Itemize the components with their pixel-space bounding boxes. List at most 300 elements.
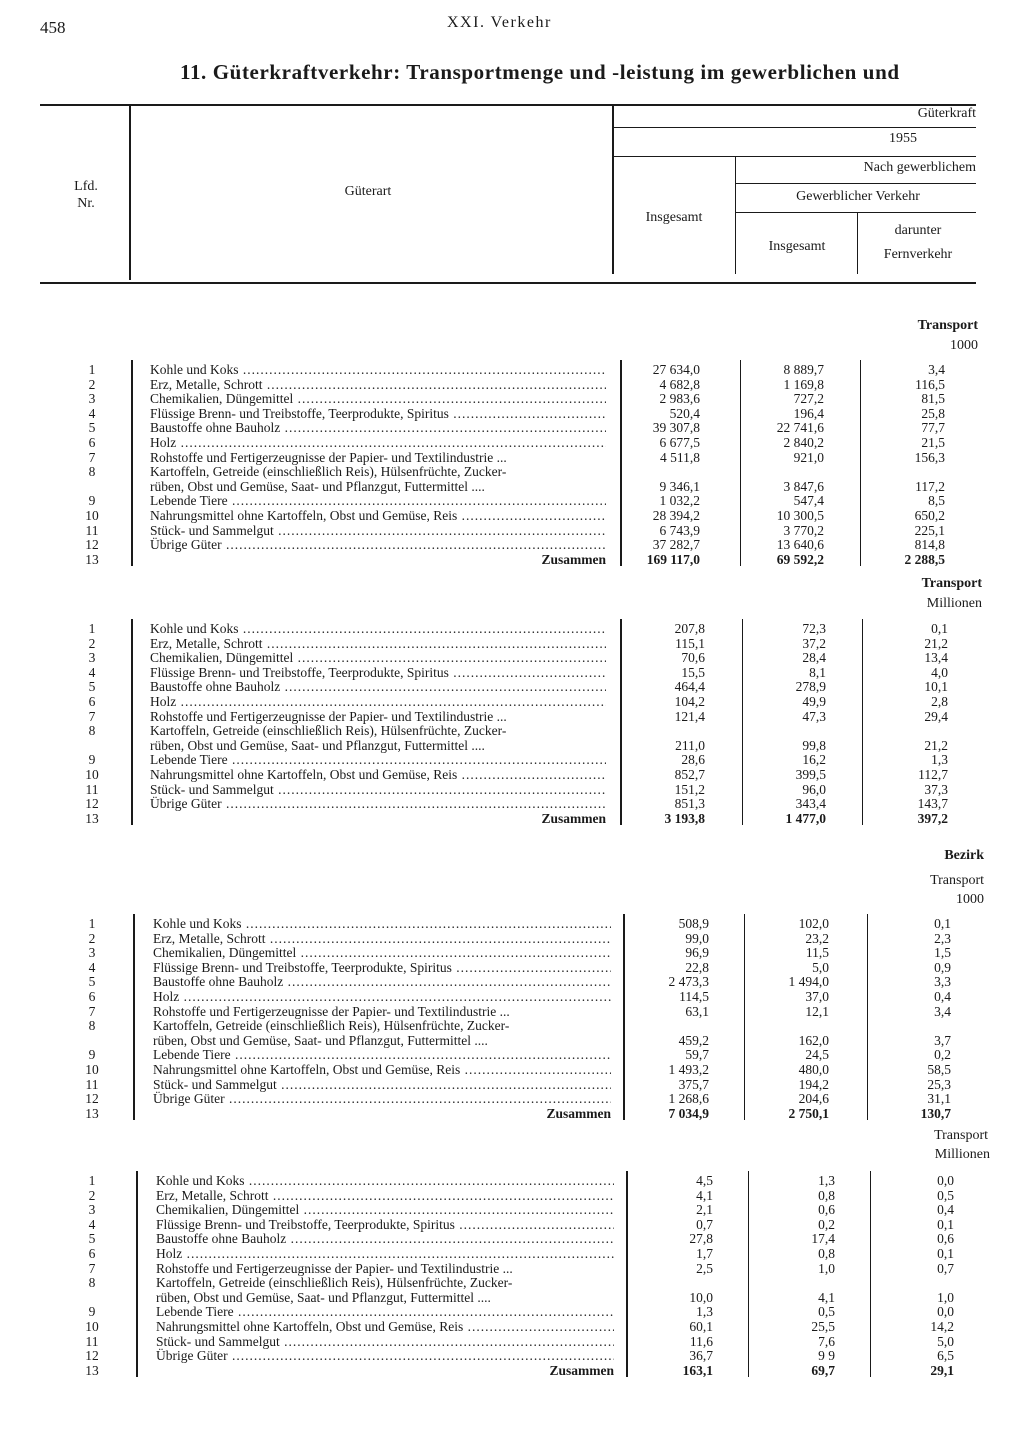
section-unit-line: Transport — [934, 1128, 988, 1143]
value-insgesamt: 114,5 — [679, 989, 709, 1004]
header-rule-gueterkraft — [614, 127, 976, 128]
row-number: 12 — [85, 796, 99, 812]
table-row — [0, 1077, 1024, 1092]
value-insgesamt: 163,1 — [682, 1362, 713, 1378]
value-insgesamt: 9 346,1 — [659, 478, 700, 494]
table-row — [0, 1261, 1024, 1276]
value-gewerblich-insgesamt: 8,1 — [809, 664, 826, 680]
value-gewerblich-insgesamt: 343,4 — [795, 796, 826, 812]
table-row — [0, 1004, 1024, 1019]
table-row — [0, 723, 1024, 738]
table-row — [0, 1334, 1024, 1349]
chapter-heading: XXI. Verkehr — [447, 14, 552, 31]
section-unit-line: Millionen — [934, 1147, 990, 1162]
row-label: Holz ..... — [153, 989, 611, 1004]
table-row — [0, 679, 1024, 694]
header-insgesamt: Insgesamt — [645, 210, 703, 225]
row-number: 5 — [88, 1231, 96, 1247]
row-label: Baustoffe ohne Bauholz ..... — [150, 420, 606, 435]
row-number: 11 — [85, 1333, 99, 1349]
value-gewerblich-insgesamt: 10 300,5 — [776, 508, 824, 523]
row-label: rüben, Obst und Gemüse, Saat- und Pflanzgut, Futtermittel .... — [150, 737, 485, 753]
value-insgesamt: 36,7 — [689, 1348, 713, 1364]
row-number: 1 — [88, 916, 96, 931]
value-insgesamt: 59,7 — [685, 1047, 709, 1063]
header-gewerblicher-verkehr: Gewerblicher Verkehr — [796, 189, 920, 204]
table-row — [0, 1246, 1024, 1261]
row-number: 3 — [88, 391, 96, 407]
value-fernverkehr: 0,5 — [937, 1187, 954, 1203]
row-number: 6 — [88, 435, 96, 450]
value-fernverkehr: 6,5 — [937, 1348, 954, 1364]
value-insgesamt: 1 268,6 — [668, 1091, 709, 1107]
value-insgesamt: 211,0 — [675, 737, 705, 753]
row-label: Stück- und Sammelgut ..... — [150, 523, 606, 538]
value-gewerblich-insgesamt: 0,8 — [818, 1187, 835, 1203]
header-bottom-rule — [40, 282, 976, 284]
row-label: Nahrungsmittel ohne Kartoffeln, Obst und Gemüse, Reis ..... — [153, 1062, 611, 1077]
table-row — [0, 537, 1024, 552]
value-gewerblich-insgesamt: 480,0 — [798, 1062, 829, 1077]
row-label: Lebende Tiere ..... — [156, 1304, 614, 1319]
table-row — [0, 694, 1024, 709]
row-number: 2 — [88, 376, 96, 392]
value-fernverkehr: 10,1 — [924, 679, 948, 695]
value-gewerblich-insgesamt: 17,4 — [811, 1231, 835, 1247]
row-number: 12 — [85, 1348, 99, 1364]
value-gewerblich-insgesamt: 727,2 — [793, 391, 824, 407]
row-number: 12 — [85, 1091, 99, 1107]
value-gewerblich-insgesamt: 0,2 — [818, 1216, 835, 1232]
row-label: Flüssige Brenn- und Treibstoffe, Teerprodukte, Spiritus ..... — [156, 1217, 614, 1232]
row-number: 9 — [88, 752, 96, 768]
value-gewerblich-insgesamt: 13 640,6 — [776, 537, 824, 553]
table-row — [0, 752, 1024, 767]
value-gewerblich-insgesamt: 23,2 — [805, 930, 829, 946]
value-fernverkehr: 3,4 — [928, 362, 945, 377]
value-gewerblich-insgesamt: 11,5 — [805, 945, 829, 961]
value-insgesamt: 22,8 — [685, 959, 709, 975]
header-top-rule — [40, 104, 976, 106]
value-insgesamt: 0,7 — [696, 1216, 713, 1232]
value-gewerblich-insgesamt: 22 741,6 — [776, 420, 824, 436]
value-insgesamt: 6 743,9 — [659, 522, 700, 538]
table-row — [0, 916, 1024, 931]
header-lfd-nr: Lfd. Nr. — [74, 179, 98, 211]
row-label: Nahrungsmittel ohne Kartoffeln, Obst und Gemüse, Reis ..... — [156, 1319, 614, 1334]
section-unit-line: Millionen — [926, 596, 982, 611]
value-gewerblich-insgesamt: 47,3 — [802, 708, 826, 724]
header-darunter: darunter — [894, 223, 942, 238]
row-number: 7 — [88, 1260, 96, 1276]
row-number: 4 — [88, 664, 96, 680]
row-label: Kartoffeln, Getreide (einschließlich Reis), Hülsenfrüchte, Zucker- — [153, 1018, 510, 1034]
row-number: 11 — [85, 522, 99, 538]
row-label: Chemikalien, Düngemittel ..... — [156, 1202, 614, 1217]
value-gewerblich-insgesamt: 37,0 — [805, 989, 829, 1004]
value-gewerblich-insgesamt: 0,6 — [818, 1202, 835, 1218]
value-insgesamt: 60,1 — [689, 1319, 713, 1334]
value-fernverkehr: 77,7 — [921, 420, 945, 436]
header-rule-year — [614, 156, 976, 157]
value-fernverkehr: 4,0 — [931, 664, 948, 680]
value-fernverkehr: 0,9 — [934, 959, 951, 975]
value-gewerblich-insgesamt: 102,0 — [798, 916, 829, 931]
row-label: Nahrungsmittel ohne Kartoffeln, Obst und Gemüse, Reis ..... — [150, 508, 606, 523]
value-insgesamt: 7 034,9 — [668, 1105, 709, 1121]
row-label: Lebende Tiere ..... — [153, 1047, 611, 1062]
table-row — [0, 1202, 1024, 1217]
row-number: 3 — [88, 945, 96, 961]
value-fernverkehr: 0,1 — [937, 1216, 954, 1232]
row-number: 9 — [88, 493, 96, 509]
value-insgesamt: 2 473,3 — [668, 974, 709, 990]
value-fernverkehr: 81,5 — [921, 391, 945, 407]
value-insgesamt: 2,5 — [696, 1260, 713, 1276]
table-row — [0, 945, 1024, 960]
value-insgesamt: 2 983,6 — [659, 391, 700, 407]
value-fernverkehr: 2,8 — [931, 694, 948, 709]
row-label: Rohstoffe und Fertigerzeugnisse der Papier- und Textilindustrie ... — [156, 1260, 513, 1276]
table-row — [0, 767, 1024, 782]
section-unit-line: 1000 — [950, 338, 978, 353]
row-number: 11 — [85, 781, 99, 797]
row-number: 2 — [88, 930, 96, 946]
value-fernverkehr: 117,2 — [915, 478, 945, 494]
row-label: Kohle und Koks ..... — [150, 362, 606, 377]
row-number: 5 — [88, 679, 96, 695]
value-fernverkehr: 37,3 — [924, 781, 948, 797]
row-number: 7 — [88, 449, 96, 465]
row-number: 2 — [88, 635, 96, 651]
value-fernverkehr: 5,0 — [937, 1333, 954, 1349]
table-row — [0, 420, 1024, 435]
value-fernverkehr: 397,2 — [917, 810, 948, 826]
row-label: Lebende Tiere ..... — [150, 752, 606, 767]
row-label: Chemikalien, Düngemittel ..... — [153, 945, 611, 960]
row-label: Holz ..... — [150, 694, 606, 709]
table-row — [0, 1188, 1024, 1203]
value-insgesamt: 151,2 — [674, 781, 705, 797]
value-gewerblich-insgesamt: 1 477,0 — [785, 810, 826, 826]
value-gewerblich-insgesamt: 8 889,7 — [783, 362, 824, 377]
row-label: Rohstoffe und Fertigerzeugnisse der Papier- und Textilindustrie ... — [150, 449, 507, 465]
table-row — [0, 1319, 1024, 1334]
value-insgesamt: 28 394,2 — [652, 508, 700, 523]
value-fernverkehr: 3,3 — [934, 974, 951, 990]
row-number: 8 — [88, 723, 96, 739]
value-insgesamt: 1 032,2 — [659, 493, 700, 509]
value-insgesamt: 4 682,8 — [659, 376, 700, 392]
table-row — [0, 738, 1024, 753]
table-row — [0, 989, 1024, 1004]
row-number: 8 — [88, 1275, 96, 1291]
row-label: Baustoffe ohne Bauholz ..... — [153, 974, 611, 989]
value-gewerblich-insgesamt: 72,3 — [802, 621, 826, 636]
table-row — [0, 1275, 1024, 1290]
header-nach-gewerblichem: Nach gewerblichem — [863, 160, 976, 175]
value-fernverkehr: 225,1 — [914, 522, 945, 538]
table-row — [0, 508, 1024, 523]
row-label: Rohstoffe und Fertigerzeugnisse der Papier- und Textilindustrie ... — [153, 1003, 510, 1019]
row-number: 4 — [88, 405, 96, 421]
value-gewerblich-insgesamt: 194,2 — [798, 1076, 829, 1092]
row-label: Stück- und Sammelgut ..... — [153, 1077, 611, 1092]
table-row — [0, 1290, 1024, 1305]
table-row — [0, 931, 1024, 946]
value-gewerblich-insgesamt: 162,0 — [798, 1032, 829, 1048]
value-insgesamt: 63,1 — [685, 1003, 709, 1019]
value-gewerblich-insgesamt: 5,0 — [812, 959, 829, 975]
value-gewerblich-insgesamt: 49,9 — [802, 694, 826, 709]
row-label: Baustoffe ohne Bauholz ..... — [150, 679, 606, 694]
row-label: Lebende Tiere ..... — [150, 493, 606, 508]
value-gewerblich-insgesamt: 37,2 — [802, 635, 826, 651]
value-insgesamt: 99,0 — [685, 930, 709, 946]
table-row — [0, 811, 1024, 826]
value-insgesamt: 508,9 — [678, 916, 709, 931]
value-fernverkehr: 1,5 — [934, 945, 951, 961]
row-label: Kohle und Koks ..... — [153, 916, 611, 931]
table-row — [0, 1062, 1024, 1077]
value-insgesamt: 37 282,7 — [652, 537, 700, 553]
value-fernverkehr: 0,0 — [937, 1304, 954, 1320]
value-gewerblich-insgesamt: 69 592,2 — [776, 551, 824, 567]
table-row — [0, 621, 1024, 636]
row-label: Flüssige Brenn- und Treibstoffe, Teerprodukte, Spiritus ..... — [150, 665, 606, 680]
value-insgesamt: 6 677,5 — [659, 435, 700, 450]
section-unit-line: Transport — [930, 873, 984, 888]
row-label: Nahrungsmittel ohne Kartoffeln, Obst und Gemüse, Reis ..... — [150, 767, 606, 782]
row-label: Kohle und Koks ..... — [156, 1173, 614, 1188]
value-gewerblich-insgesamt: 1 169,8 — [783, 376, 824, 392]
table-row — [0, 435, 1024, 450]
value-fernverkehr: 0,1 — [931, 621, 948, 636]
row-number: 10 — [85, 508, 99, 523]
value-fernverkehr: 814,8 — [914, 537, 945, 553]
value-gewerblich-insgesamt: 24,5 — [805, 1047, 829, 1063]
row-number: 13 — [85, 1362, 99, 1378]
value-insgesamt: 4 511,8 — [660, 449, 700, 465]
value-gewerblich-insgesamt: 399,5 — [795, 767, 826, 782]
value-insgesamt: 104,2 — [674, 694, 705, 709]
row-label: Rohstoffe und Fertigerzeugnisse der Papier- und Textilindustrie ... — [150, 708, 507, 724]
table-title: 11. Güterkraftverkehr: Transportmenge und -leistung im gewerblichen und — [180, 60, 900, 84]
value-fernverkehr: 3,4 — [934, 1003, 951, 1019]
table-row — [0, 796, 1024, 811]
header-gueterkraft: Güterkraft — [917, 106, 976, 121]
value-fernverkehr: 0,4 — [937, 1202, 954, 1218]
value-gewerblich-insgesamt: 7,6 — [818, 1333, 835, 1349]
value-gewerblich-insgesamt: 1 494,0 — [788, 974, 829, 990]
row-number: 3 — [88, 650, 96, 666]
table-row — [0, 377, 1024, 392]
value-fernverkehr: 29,1 — [930, 1362, 954, 1378]
table-row — [0, 1047, 1024, 1062]
row-label: Stück- und Sammelgut ..... — [150, 782, 606, 797]
value-fernverkehr: 0,1 — [934, 916, 951, 931]
row-label: Chemikalien, Düngemittel ..... — [150, 391, 606, 406]
value-gewerblich-insgesamt: 99,8 — [802, 737, 826, 753]
table-row — [0, 974, 1024, 989]
total-label: Zusammen — [549, 1362, 614, 1378]
row-number: 1 — [88, 621, 96, 636]
value-fernverkehr: 0,4 — [934, 989, 951, 1004]
table-row — [0, 1217, 1024, 1232]
row-label: Erz, Metalle, Schrott ..... — [150, 636, 606, 651]
row-number: 10 — [85, 1062, 99, 1077]
value-fernverkehr: 21,5 — [921, 435, 945, 450]
value-gewerblich-insgesamt: 4,1 — [818, 1289, 835, 1305]
row-number: 9 — [88, 1047, 96, 1063]
row-number: 1 — [88, 362, 96, 377]
header-divider-4 — [857, 213, 858, 274]
table-row — [0, 1348, 1024, 1363]
value-insgesamt: 851,3 — [674, 796, 705, 812]
table-row — [0, 479, 1024, 494]
row-number: 8 — [88, 464, 96, 480]
row-number: 8 — [88, 1018, 96, 1034]
value-fernverkehr: 130,7 — [920, 1105, 951, 1121]
table-row — [0, 960, 1024, 975]
row-number: 13 — [85, 810, 99, 826]
value-insgesamt: 2,1 — [696, 1202, 713, 1218]
value-gewerblich-insgesamt: 2 750,1 — [788, 1105, 829, 1121]
row-label: Stück- und Sammelgut ..... — [156, 1334, 614, 1349]
row-label: rüben, Obst und Gemüse, Saat- und Pflanzgut, Futtermittel .... — [156, 1289, 491, 1305]
total-label: Zusammen — [546, 1105, 611, 1121]
header-rule-nach — [736, 183, 976, 184]
table-row — [0, 709, 1024, 724]
value-insgesamt: 1 493,2 — [668, 1062, 709, 1077]
row-number: 13 — [85, 1105, 99, 1121]
value-gewerblich-insgesamt: 1,0 — [818, 1260, 835, 1276]
total-label: Zusammen — [541, 810, 606, 826]
row-number: 9 — [88, 1304, 96, 1320]
header-divider-1 — [129, 106, 131, 280]
value-fernverkehr: 156,3 — [914, 449, 945, 465]
row-number: 4 — [88, 959, 96, 975]
value-insgesamt: 3 193,8 — [664, 810, 705, 826]
header-divider-3 — [735, 157, 736, 274]
value-fernverkehr: 143,7 — [917, 796, 948, 812]
table-row — [0, 665, 1024, 680]
value-gewerblich-insgesamt: 2 840,2 — [783, 435, 824, 450]
row-label: Baustoffe ohne Bauholz ..... — [156, 1231, 614, 1246]
value-fernverkehr: 8,5 — [928, 493, 945, 509]
row-number: 6 — [88, 694, 96, 709]
value-gewerblich-insgesamt: 25,5 — [811, 1319, 835, 1334]
header-divider-2 — [612, 106, 614, 274]
row-number: 1 — [88, 1173, 96, 1188]
table-row — [0, 362, 1024, 377]
value-fernverkehr: 0,2 — [934, 1047, 951, 1063]
row-label: Erz, Metalle, Schrott ..... — [153, 931, 611, 946]
section-unit-line: 1000 — [956, 892, 984, 907]
table-row — [0, 1106, 1024, 1121]
value-insgesamt: 11,6 — [689, 1333, 713, 1349]
value-fernverkehr: 58,5 — [927, 1062, 951, 1077]
value-insgesamt: 15,5 — [681, 664, 705, 680]
value-insgesamt: 1,3 — [696, 1304, 713, 1320]
row-label: rüben, Obst und Gemüse, Saat- und Pflanzgut, Futtermittel .... — [150, 478, 485, 494]
table-row — [0, 391, 1024, 406]
value-fernverkehr: 3,7 — [934, 1032, 951, 1048]
row-number: 5 — [88, 420, 96, 436]
row-label: rüben, Obst und Gemüse, Saat- und Pflanzgut, Futtermittel .... — [153, 1032, 488, 1048]
row-number: 5 — [88, 974, 96, 990]
value-fernverkehr: 14,2 — [930, 1319, 954, 1334]
row-number: 3 — [88, 1202, 96, 1218]
row-number: 6 — [88, 989, 96, 1004]
value-fernverkehr: 1,3 — [931, 752, 948, 768]
value-insgesamt: 70,6 — [681, 650, 705, 666]
value-gewerblich-insgesamt: 0,8 — [818, 1246, 835, 1261]
value-insgesamt: 464,4 — [674, 679, 705, 695]
row-number: 2 — [88, 1187, 96, 1203]
value-fernverkehr: 31,1 — [927, 1091, 951, 1107]
value-insgesamt: 4,1 — [696, 1187, 713, 1203]
row-label: Erz, Metalle, Schrott ..... — [150, 377, 606, 392]
value-gewerblich-insgesamt: 204,6 — [798, 1091, 829, 1107]
value-insgesamt: 1,7 — [696, 1246, 713, 1261]
value-gewerblich-insgesamt: 1,3 — [818, 1173, 835, 1188]
value-gewerblich-insgesamt: 69,7 — [811, 1362, 835, 1378]
table-row — [0, 493, 1024, 508]
row-label: Chemikalien, Düngemittel ..... — [150, 650, 606, 665]
value-fernverkehr: 25,8 — [921, 405, 945, 421]
row-label: Holz ..... — [156, 1246, 614, 1261]
row-number: 11 — [85, 1076, 99, 1092]
value-gewerblich-insgesamt: 16,2 — [802, 752, 826, 768]
table-row — [0, 523, 1024, 538]
value-fernverkehr: 21,2 — [924, 737, 948, 753]
header-year: 1955 — [889, 131, 917, 146]
row-label: Kartoffeln, Getreide (einschließlich Reis), Hülsenfrüchte, Zucker- — [150, 464, 507, 480]
row-label: Kartoffeln, Getreide (einschließlich Reis), Hülsenfrüchte, Zucker- — [156, 1275, 513, 1291]
value-gewerblich-insgesamt: 196,4 — [793, 405, 824, 421]
row-label: Übrige Güter ..... — [156, 1348, 614, 1363]
value-fernverkehr: 650,2 — [914, 508, 945, 523]
value-insgesamt: 28,6 — [681, 752, 705, 768]
section-unit-line: Bezirk — [944, 848, 984, 863]
header-insgesamt-sub: Insgesamt — [768, 239, 826, 254]
table-row — [0, 406, 1024, 421]
value-gewerblich-insgesamt: 3 770,2 — [783, 522, 824, 538]
value-insgesamt: 10,0 — [689, 1289, 713, 1305]
value-gewerblich-insgesamt: 28,4 — [802, 650, 826, 666]
table-row — [0, 782, 1024, 797]
row-number: 10 — [85, 1319, 99, 1334]
value-insgesamt: 96,9 — [685, 945, 709, 961]
row-number: 7 — [88, 708, 96, 724]
value-insgesamt: 169 117,0 — [646, 551, 700, 567]
table-row — [0, 1231, 1024, 1246]
value-insgesamt: 39 307,8 — [652, 420, 700, 436]
row-number: 6 — [88, 1246, 96, 1261]
table-row — [0, 552, 1024, 567]
header-fernverkehr: Fernverkehr — [883, 247, 953, 262]
value-fernverkehr: 0,0 — [937, 1173, 954, 1188]
row-label: Übrige Güter ..... — [150, 796, 606, 811]
table-row — [0, 636, 1024, 651]
value-fernverkehr: 0,7 — [937, 1260, 954, 1276]
value-fernverkehr: 21,2 — [924, 635, 948, 651]
table-row — [0, 1018, 1024, 1033]
row-label: Holz ..... — [150, 435, 606, 450]
value-fernverkehr: 112,7 — [918, 767, 948, 782]
value-insgesamt: 459,2 — [678, 1032, 709, 1048]
